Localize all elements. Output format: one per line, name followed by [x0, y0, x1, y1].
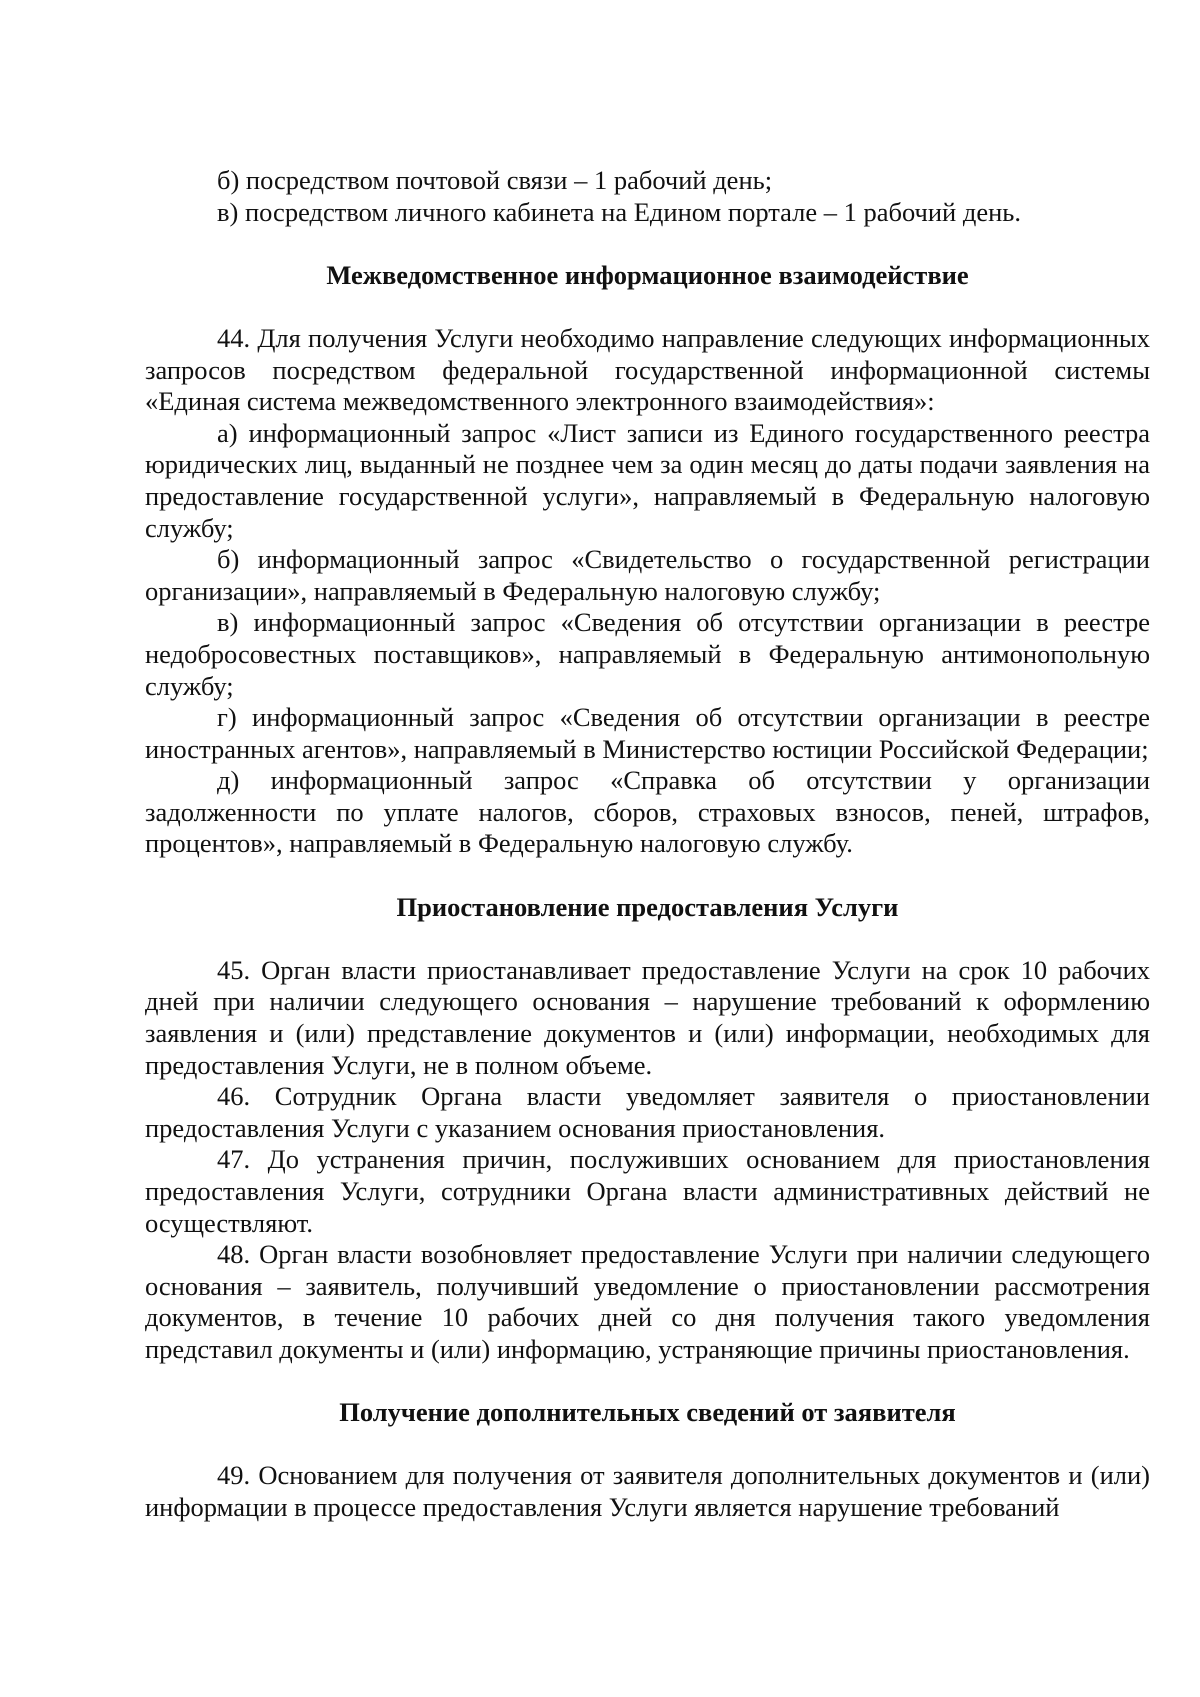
spacer [145, 923, 1150, 955]
paragraph-47: 47. До устранения причин, послуживших основанием для приостановления предоставления Услуги, сотрудники Органа власти административных действий не осуществляют. [145, 1144, 1150, 1238]
section-heading-additional-info: Получение дополнительных сведений от заявителя [339, 1397, 956, 1428]
paragraph-portal: в) посредством личного кабинета на Едином портале – 1 рабочий день. [217, 196, 1022, 227]
paragraph-44d: г) информационный запрос «Сведения об отсутствии организации в реестре иностранных агентов», направляемый в Министерство юстиции Российской Федерации; [145, 702, 1150, 764]
paragraph-45: 45. Орган власти приостанавливает предоставление Услуги на срок 10 рабочих дней при наличии следующего основания – нарушение требований к оформлению заявления и (или) представление документов и (или) информации, необходимых для предоставления Услуги, не в полном объеме. [145, 954, 1150, 1080]
document-page [145, 165, 1150, 1524]
paragraph-44a: а) информационный запрос «Лист записи из Единого государственного реестра юридических лиц, выданный не позднее чем за один месяц до даты подачи заявления на предоставление государственной услуги», направляемый в Федеральную налоговую службу; [145, 417, 1150, 543]
spacer [145, 228, 1150, 260]
section-heading-suspension: Приостановление предоставления Услуги [396, 891, 899, 922]
paragraph-44b: б) информационный запрос «Свидетельство о государственной регистрации организации», направляемый в Федеральную налоговую службу; [145, 544, 1150, 606]
paragraph-44: 44. Для получения Услуги необходимо направление следующих информационных запросов посредством федеральной государственной информационной системы «Единая система межведомственного электронного взаимодействия»: [145, 322, 1150, 417]
spacer [145, 291, 1150, 323]
spacer [145, 860, 1150, 892]
spacer [145, 1366, 1150, 1398]
paragraph-postal: б) посредством почтовой связи – 1 рабочий день; [217, 165, 773, 195]
paragraph-49: 49. Основанием для получения от заявителя дополнительных документов и (или) информации в процессе предоставления Услуги является нарушение требований [145, 1460, 1150, 1522]
spacer [145, 1429, 1150, 1461]
section-heading-interagency: Межведомственное информационное взаимодействие [326, 259, 969, 290]
paragraph-46: 46. Сотрудник Органа власти уведомляет заявителя о приостановлении предоставления Услуги с указанием основания приостановления. [145, 1081, 1150, 1143]
paragraph-44e: д) информационный запрос «Справка об отсутствии у организации задолженности по уплате налогов, сборов, страховых взносов, пеней, штрафов, процентов», направляемый в Федеральную налоговую службу. [145, 765, 1150, 859]
paragraph-44c: в) информационный запрос «Сведения об отсутствии организации в реестре недобросовестных поставщиков», направляемый в Федеральную антимонопольную службу; [145, 607, 1150, 701]
paragraph-48: 48. Орган власти возобновляет предоставление Услуги при наличии следующего основания – заявитель, получивший уведомление о приостановлении рассмотрения документов, в течение 10 рабочих дней со дня получения такого уведомления представил документы и (или) информацию, устраняющие причины приостановления. [145, 1239, 1150, 1364]
